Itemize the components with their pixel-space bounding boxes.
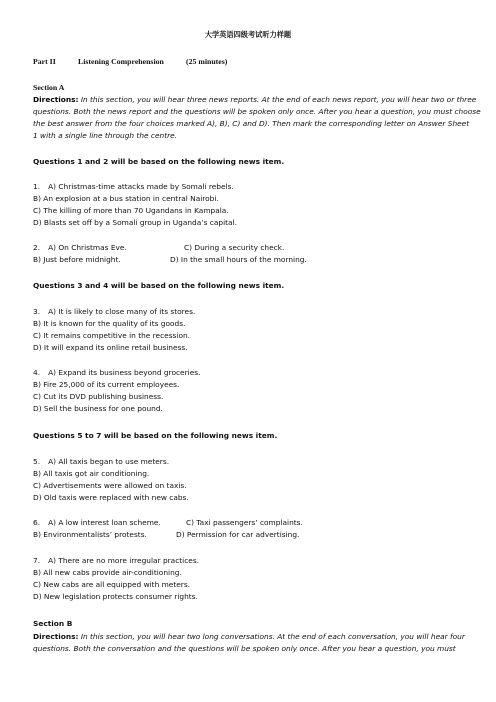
section-a-directions-line-4: 1 with a single line through the centre. bbox=[33, 131, 178, 140]
question-3-option-a: 3. A) It is likely to close many of its stores. bbox=[33, 307, 196, 316]
question-7-option-c: C) New cabs are all equipped with meters. bbox=[33, 580, 191, 589]
part-label: Part II bbox=[33, 57, 56, 66]
question-3-option-d: D) It will expand its online retail business. bbox=[33, 343, 188, 352]
question-4-option-b: B) Fire 25,000 of its current employees. bbox=[33, 380, 180, 389]
question-1-option-d: D) Blasts set off by a Somali group in Uganda’s capital. bbox=[33, 218, 237, 227]
section-a-directions-line-3: the best answer from the four choices marked A), B), C) and D). Then mark the corresponding letter on Answer Sheet bbox=[33, 119, 470, 128]
question-3-option-c: C) It remains competitive in the recession. bbox=[33, 331, 191, 340]
question-2-option-b: B) Just before midnight. bbox=[33, 255, 121, 264]
question-7-option-d: D) New legislation protects consumer rights. bbox=[33, 592, 198, 601]
question-2-option-c: C) During a security check. bbox=[184, 243, 285, 252]
question-6-option-c: C) Taxi passengers’ complaints. bbox=[186, 518, 303, 527]
question-3-option-b: B) It is known for the quality of its goods. bbox=[33, 319, 186, 328]
section-a-directions-line-1: Directions: In this section, you will hear three news reports. At the end of each news report, you will hear two or three bbox=[33, 95, 477, 104]
question-1-option-a: 1. A) Christmas-time attacks made by Somali rebels. bbox=[33, 182, 234, 191]
section-a-directions-line-2: questions. Both the news report and the questions will be spoken only once. After you hear a question, you must choose bbox=[33, 107, 481, 116]
question-6-option-a: 6. A) A low interest loan scheme. bbox=[33, 518, 161, 527]
questions-3-4-heading: Questions 3 and 4 will be based on the following news item. bbox=[33, 281, 285, 290]
question-6-option-b: B) Environmentalists’ protests. bbox=[33, 530, 147, 539]
section-b-directions-line-2: questions. Both the conversation and the questions will be spoken only once. After you hear a question, you must bbox=[33, 644, 456, 653]
question-5-option-c: C) Advertisements were allowed on taxis. bbox=[33, 481, 187, 490]
section-b-heading: Section B bbox=[33, 619, 73, 628]
questions-5-7-heading: Questions 5 to 7 will be based on the following news item. bbox=[33, 431, 278, 440]
question-4-option-a: 4. A) Expand its business beyond groceries. bbox=[33, 368, 201, 377]
questions-1-2-heading: Questions 1 and 2 will be based on the following news item. bbox=[33, 157, 285, 166]
question-7-option-a: 7. A) There are no more irregular practices. bbox=[33, 556, 200, 565]
question-5-option-d: D) Old taxis were replaced with new cabs. bbox=[33, 493, 189, 502]
question-2-option-a: 2. A) On Christmas Eve. bbox=[33, 243, 127, 252]
question-6-option-d: D) Permission for car advertising. bbox=[176, 530, 300, 539]
question-1-option-c: C) The killing of more than 70 Ugandans in Kampala. bbox=[33, 206, 229, 215]
section-b-directions-line-1: Directions: In this section, you will hear two long conversations. At the end of each conversation, you will hear four bbox=[33, 632, 465, 641]
question-5-option-a: 5. A) All taxis began to use meters. bbox=[33, 457, 170, 466]
part-name: Listening Comprehension bbox=[78, 57, 164, 66]
directions-label: Directions: bbox=[33, 632, 79, 641]
question-7-option-b: B) All new cabs provide air-conditioning. bbox=[33, 568, 182, 577]
document-title: 大学英语四级考试听力样题 bbox=[204, 30, 292, 39]
question-5-option-b: B) All taxis got air conditioning. bbox=[33, 469, 150, 478]
directions-label: Directions: bbox=[33, 95, 79, 104]
question-4-option-c: C) Cut its DVD publishing business. bbox=[33, 392, 164, 401]
question-2-option-d: D) In the small hours of the morning. bbox=[170, 255, 307, 264]
question-4-option-d: D) Sell the business for one pound. bbox=[33, 404, 163, 413]
section-a-heading: Section A bbox=[33, 83, 65, 92]
part-time: (25 minutes) bbox=[186, 57, 228, 66]
question-1-option-b: B) An explosion at a bus station in central Nairobi. bbox=[33, 194, 219, 203]
